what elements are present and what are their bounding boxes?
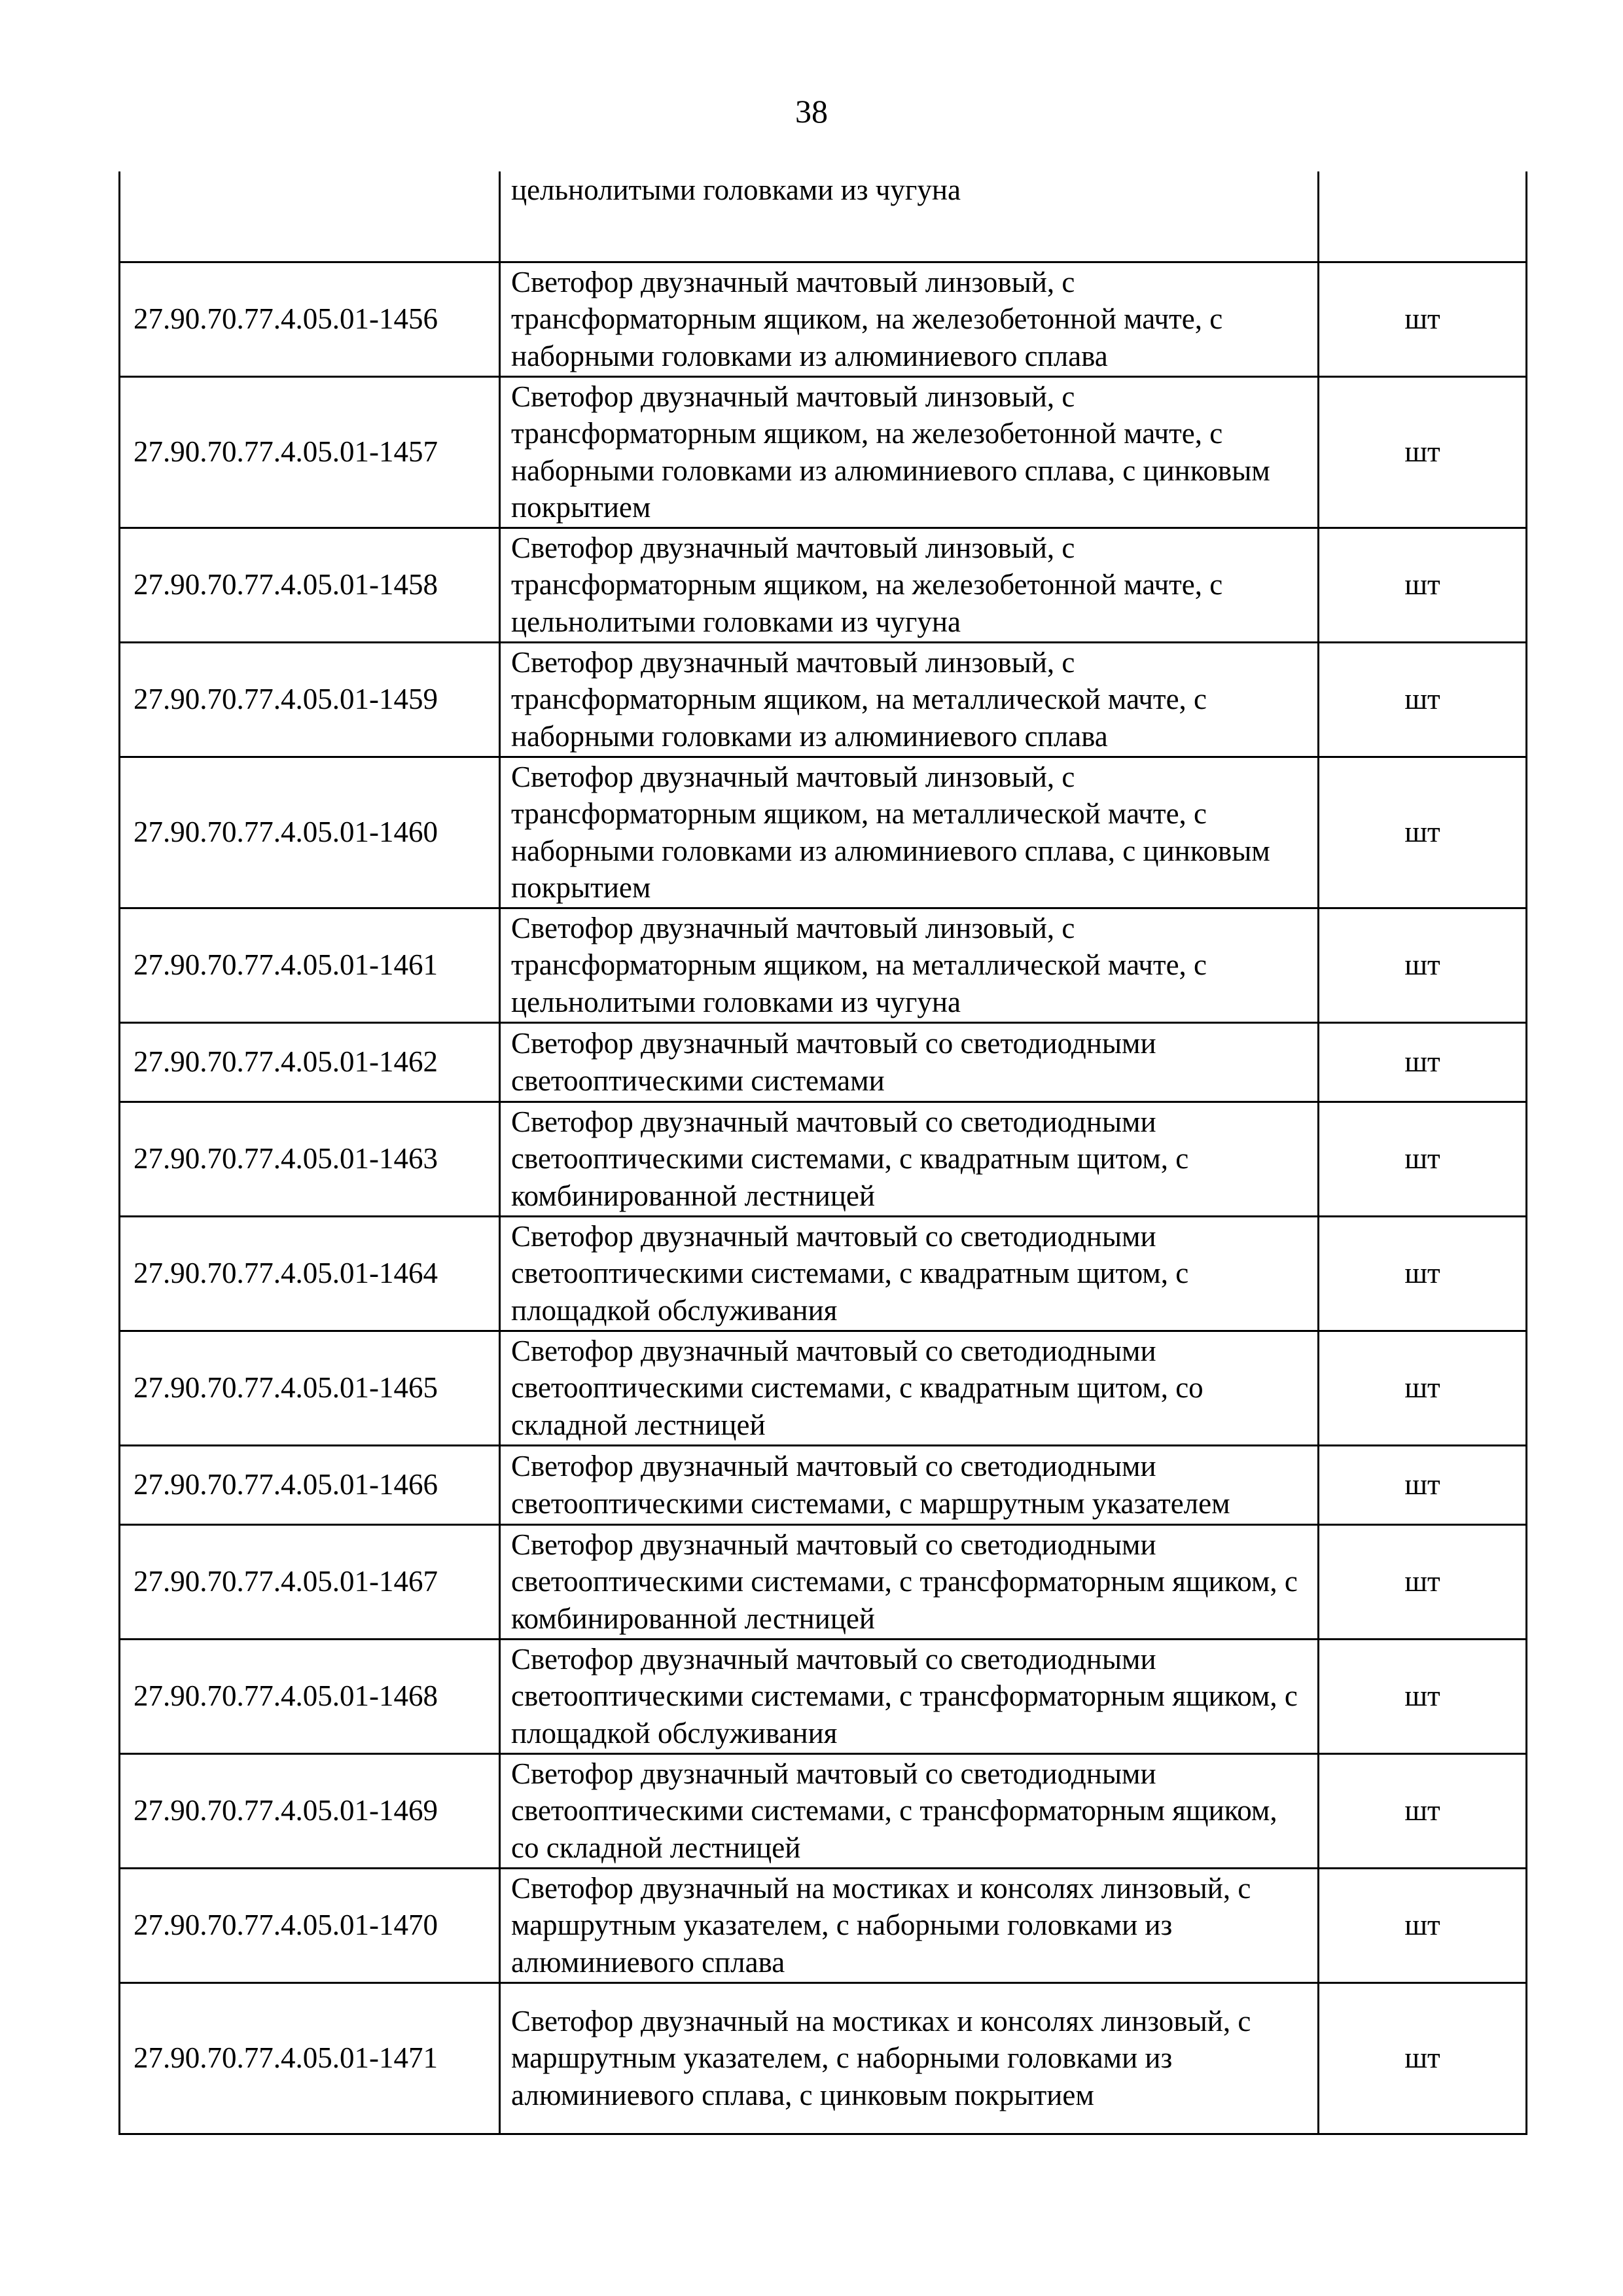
row-unit: шт: [1319, 757, 1527, 908]
table-row: [120, 1022, 1527, 1102]
row-description: Светофор двузначный мачтовый линзовый, с трансформаторным ящиком, на металлической мачте, с наборными головками из алюминиевого сплава: [500, 642, 1319, 757]
row-code: 27.90.70.77.4.05.01-1469: [120, 1753, 500, 1868]
table-row: [120, 1753, 1527, 1868]
row-description: Светофор двузначный мачтовый линзовый, с трансформаторным ящиком, на железобетонной мачте, с цельнолитыми головками из чугуна: [500, 528, 1319, 642]
row-code: 27.90.70.77.4.05.01-1471: [120, 1982, 500, 2134]
row-code: 27.90.70.77.4.05.01-1462: [120, 1022, 500, 1102]
row-code: 27.90.70.77.4.05.01-1459: [120, 642, 500, 757]
row-code: 27.90.70.77.4.05.01-1465: [120, 1331, 500, 1445]
row-description: Светофор двузначный мачтовый линзовый, с трансформаторным ящиком, на железобетонной мачте, с наборными головками из алюминиевого сплава, с цинковым покрытием: [500, 376, 1319, 528]
row-description: Светофор двузначный мачтовый со светодиодными светооптическими системами, с квадратным щитом, с комбинированной лестницей: [500, 1102, 1319, 1216]
row-unit: шт: [1319, 1022, 1527, 1102]
row-description: Светофор двузначный мачтовый линзовый, с трансформаторным ящиком, на металлической мачте, с цельнолитыми головками из чугуна: [500, 908, 1319, 1022]
row-code: 27.90.70.77.4.05.01-1458: [120, 528, 500, 642]
row-description: Светофор двузначный мачтовый линзовый, с трансформаторным ящиком, на металлической мачте, с наборными головками из алюминиевого сплава, с цинковым покрытием: [500, 757, 1319, 908]
row-description: Светофор двузначный мачтовый со светодиодными светооптическими системами, с трансформаторным ящиком, с площадкой обслуживания: [500, 1639, 1319, 1753]
table-row: [120, 757, 1527, 908]
row-code: 27.90.70.77.4.05.01-1468: [120, 1639, 500, 1753]
table-row: [120, 1982, 1527, 2134]
table-row: [120, 262, 1527, 376]
row-code: 27.90.70.77.4.05.01-1461: [120, 908, 500, 1022]
row-code: 27.90.70.77.4.05.01-1470: [120, 1868, 500, 1982]
row-unit: шт: [1319, 262, 1527, 376]
table-row: [120, 1216, 1527, 1331]
row-code: 27.90.70.77.4.05.01-1457: [120, 376, 500, 528]
table-row: [120, 1331, 1527, 1445]
table-row: [120, 1868, 1527, 1982]
table-row: [120, 1639, 1527, 1753]
row-unit: шт: [1319, 1753, 1527, 1868]
row-unit: шт: [1319, 1982, 1527, 2134]
table-row: [120, 1445, 1527, 1524]
row-unit: шт: [1319, 1639, 1527, 1753]
row-code: 27.90.70.77.4.05.01-1467: [120, 1524, 500, 1639]
row-unit: [1319, 171, 1527, 262]
table-row: [120, 1524, 1527, 1639]
row-code: 27.90.70.77.4.05.01-1463: [120, 1102, 500, 1216]
row-unit: шт: [1319, 1524, 1527, 1639]
row-description: Светофор двузначный мачтовый со светодиодными светооптическими системами, с маршрутным указателем: [500, 1445, 1319, 1524]
row-description: Светофор двузначный мачтовый со светодиодными светооптическими системами, с трансформаторным ящиком, со складной лестницей: [500, 1753, 1319, 1868]
row-unit: шт: [1319, 1331, 1527, 1445]
table-row: [120, 376, 1527, 528]
row-description: Светофор двузначный мачтовый со светодиодными светооптическими системами, с трансформаторным ящиком, с комбинированной лестницей: [500, 1524, 1319, 1639]
row-code: [120, 171, 500, 262]
row-description: Светофор двузначный мачтовый со светодиодными светооптическими системами, с квадратным щитом, со складной лестницей: [500, 1331, 1319, 1445]
row-unit: шт: [1319, 642, 1527, 757]
row-unit: шт: [1319, 908, 1527, 1022]
row-description: цельнолитыми головками из чугуна: [500, 171, 1319, 262]
row-unit: шт: [1319, 1102, 1527, 1216]
row-unit: шт: [1319, 1445, 1527, 1524]
table-row: [120, 908, 1527, 1022]
table-row: [120, 1102, 1527, 1216]
table-row-continuation: [120, 171, 1527, 262]
table-row: [120, 528, 1527, 642]
row-unit: шт: [1319, 1216, 1527, 1331]
row-unit: шт: [1319, 1868, 1527, 1982]
row-description: Светофор двузначный на мостиках и консолях линзовый, с маршрутным указателем, с наборными головками из алюминиевого сплава: [500, 1868, 1319, 1982]
page-number: 38: [795, 93, 828, 130]
row-description: Светофор двузначный на мостиках и консолях линзовый, с маршрутным указателем, с наборными головками из алюминиевого сплава, с цинковым покрытием: [500, 1982, 1319, 2134]
row-code: 27.90.70.77.4.05.01-1464: [120, 1216, 500, 1331]
row-unit: шт: [1319, 376, 1527, 528]
row-code: 27.90.70.77.4.05.01-1460: [120, 757, 500, 908]
resource-table: [118, 171, 1527, 2135]
row-description: Светофор двузначный мачтовый со светодиодными светооптическими системами: [500, 1022, 1319, 1102]
row-code: 27.90.70.77.4.05.01-1466: [120, 1445, 500, 1524]
table-row: [120, 642, 1527, 757]
row-description: Светофор двузначный мачтовый со светодиодными светооптическими системами, с квадратным щитом, с площадкой обслуживания: [500, 1216, 1319, 1331]
row-unit: шт: [1319, 528, 1527, 642]
row-code: 27.90.70.77.4.05.01-1456: [120, 262, 500, 376]
row-description: Светофор двузначный мачтовый линзовый, с трансформаторным ящиком, на железобетонной мачте, с наборными головками из алюминиевого сплава: [500, 262, 1319, 376]
